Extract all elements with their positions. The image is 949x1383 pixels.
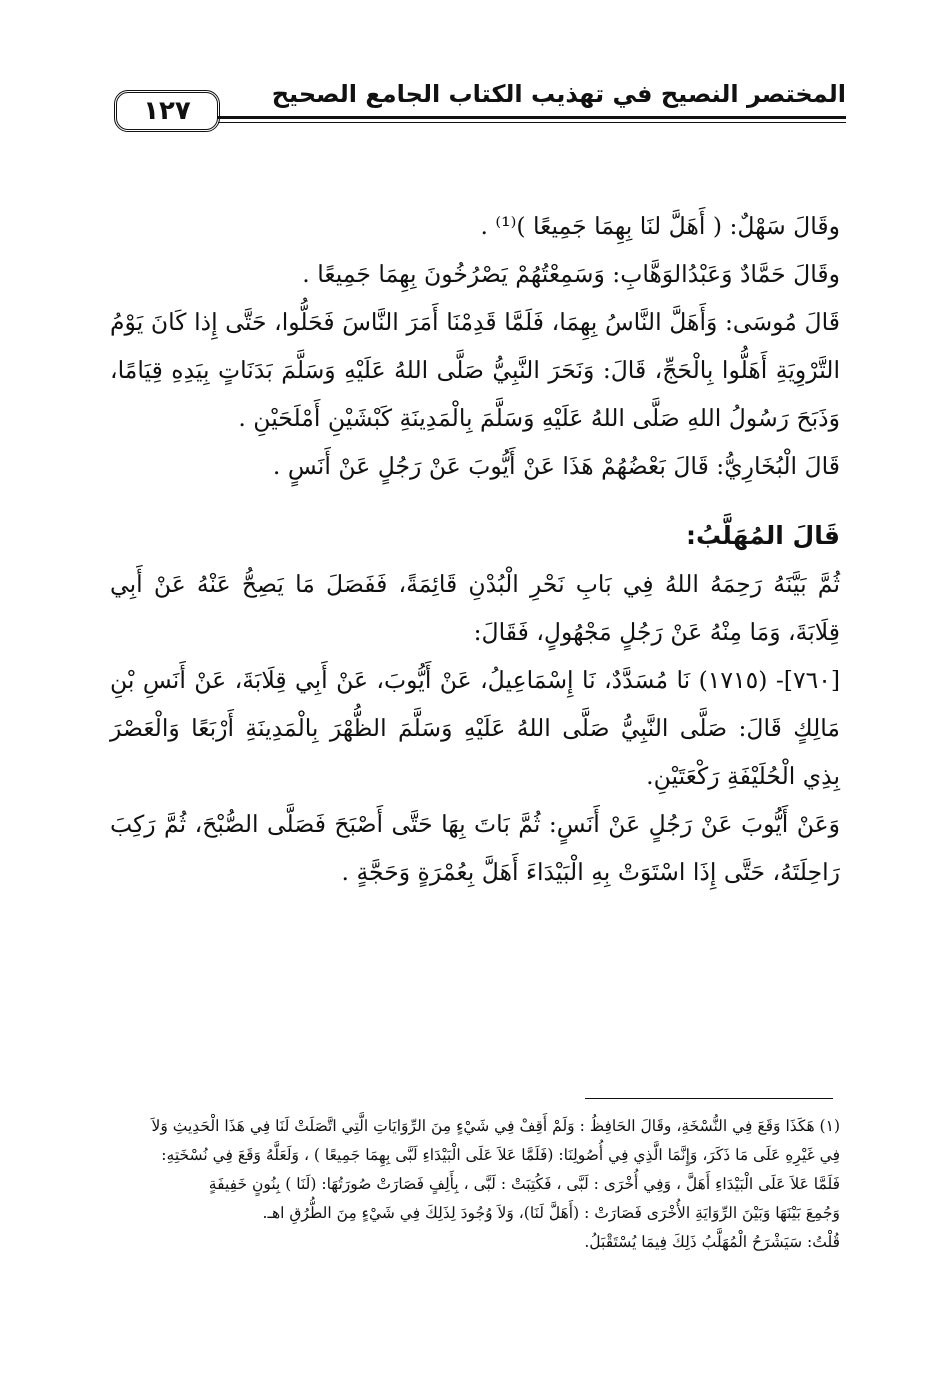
- header-rule-thin: [218, 122, 846, 123]
- page-header: [100, 78, 846, 138]
- paragraph-hadith-760: [٧٦٠]- (١٧١٥) نَا مُسَدَّدٌ، نَا إِسْمَاعِيلُ، عَنْ أَيُّوبَ، عَنْ أَبِي قِلَابَةَ، عَنْ أَنَسِ بْنِ مَالِكٍ قَالَ: صَلَّى النَّبِيُّ صَلَّى اللهُ عَلَيْهِ وَسَلَّمَ الظُّهْرَ بِالْمَدِينَةِ أَرْبَعًا وَالْعَصْرَ بِذِي الْحُلَيْفَةِ رَكْعَتَيْنِ.: [110, 666, 840, 790]
- paragraph-musa: قَالَ مُوسَى: وَأَهَلَّ النَّاسُ بِهِمَا، فَلَمَّا قَدِمْنَا أَمَرَ النَّاسَ فَحَلُّوا، حَتَّى إِذا كَانَ يَوْمُ التَّرْوِيَةِ أَهَلُّوا بِالْحَجِّ، قَالَ: وَنَحَرَ النَّبِيُّ صَلَّى اللهُ عَلَيْهِ وَسَلَّمَ بَدَنَاتٍ بِيَدِهِ قِيَامًا، وَذَبَحَ رَسُولُ اللهِ صَلَّى اللهُ عَلَيْهِ وَسَلَّمَ بِالْمَدِينَةِ كَبْشَيْنِ أَمْلَحَيْنِ .: [110, 308, 840, 432]
- page-number-frame: [114, 90, 220, 132]
- book-title: المختصر النصيح في تهذيب الكتاب الجامع الصحيح: [271, 80, 846, 108]
- footnote-line: فِي غَيْرِهِ عَلَى مَا ذَكَرَ، وَإِنَّمَا الَّذِي فِي أُصُولِنَا: (فَلَمَّا عَلاَ عَلَى الْبَيْدَاءِ لَبَّى بِهِمَا جَمِيعًا ) ، وَلَعَلَّهُ وَقَعَ فِي نُسْخَتِهِ:: [161, 1146, 840, 1164]
- paragraph-sahl: وقَالَ سَهْلٌ: ( أَهَلَّ لنَا بِهِمَا جَمِيعًا )⁽¹⁾ .: [480, 212, 840, 240]
- footnote-line: فَلَمَّا عَلاَ عَلَى الْبَيْدَاءِ أَهَلَّ ، وَفِي أُخْرَى : لَبَّى ، فَكُتِبَتْ : لَبَّى ، بِأَلِفٍ فَصَارَتْ صُورَتُهَا: (لَنَا ) بِنُونٍ خَفِيفَةٍ: [208, 1175, 840, 1193]
- footnotes: [110, 1112, 840, 1257]
- paragraph-explanation: ثُمَّ بَيَّنَهُ رَحِمَهُ اللهُ فِي بَابِ نَحْرِ الْبُدْنِ قَائِمَةً، فَفَصَلَ مَا يَصِحُّ عَنْهُ عَنْ أَبِي قِلَابَةَ، وَمَا مِنْهُ عَنْ رَجُلٍ مَجْهُولٍ، فَقَالَ:: [110, 570, 840, 646]
- section-heading-muhallab: قَالَ المُهَلَّبُ:: [685, 521, 840, 550]
- paragraph-bukhari: قَالَ الْبُخَارِيُّ: قَالَ بَعْضُهُمْ هَذَا عَنْ أَيُّوبَ عَنْ رَجُلٍ عَنْ أَنَسٍ .: [272, 452, 840, 480]
- header-rule: [218, 116, 846, 119]
- footnote-line: وَجُمِعَ بَيْنَهَا وَبَيْنَ الرِّوَايَةِ الأُخْرَى فَصَارَتْ : (أَهَلَّ لَنَا)، وَلاَ وُجُودَ لِذَلِكَ فِي شَيْءٍ مِنَ الطُّرُقِ اهـ.: [262, 1204, 840, 1222]
- paragraph-ayyub: وَعَنْ أَيُّوبَ عَنْ رَجُلٍ عَنْ أَنَسٍ: ثُمَّ بَاتَ بِهَا حَتَّى أَصْبَحَ فَصَلَّى الصُّبْحَ، ثُمَّ رَكِبَ رَاحِلَتَهُ، حَتَّى إِذَا اسْتَوَتْ بِهِ الْبَيْدَاءَ أَهَلَّ بِعُمْرَةٍ وَحَجَّةٍ .: [110, 810, 840, 886]
- footnote-line: قُلْتُ: سَيَشْرَحُ الْمُهَلَّبُ ذَلِكَ فِيمَا يُسْتَقْبَلُ.: [584, 1233, 840, 1251]
- main-text: [110, 202, 840, 896]
- page-number: ١٢٧: [143, 96, 191, 126]
- footnote-line: (١) هَكَذَا وَقَعَ فِي النُّسْخَةِ، وقَالَ الحَافِظُ : وَلَمْ أَقِفْ فِي شَيْءٍ مِنَ الرِّوَايَاتِ الَّتِي اتَّصَلَتْ لَنَا فِي هَذَا الْحَدِيثِ وَلاَ: [151, 1117, 840, 1135]
- footnote-separator: [585, 1098, 833, 1099]
- paragraph-hammad: وقَالَ حَمَّادٌ وَعَبْدُالوَهَّابِ: وَسَمِعْتُهُمْ يَصْرُخُونَ بِهِمَا جَمِيعًا .: [302, 260, 840, 288]
